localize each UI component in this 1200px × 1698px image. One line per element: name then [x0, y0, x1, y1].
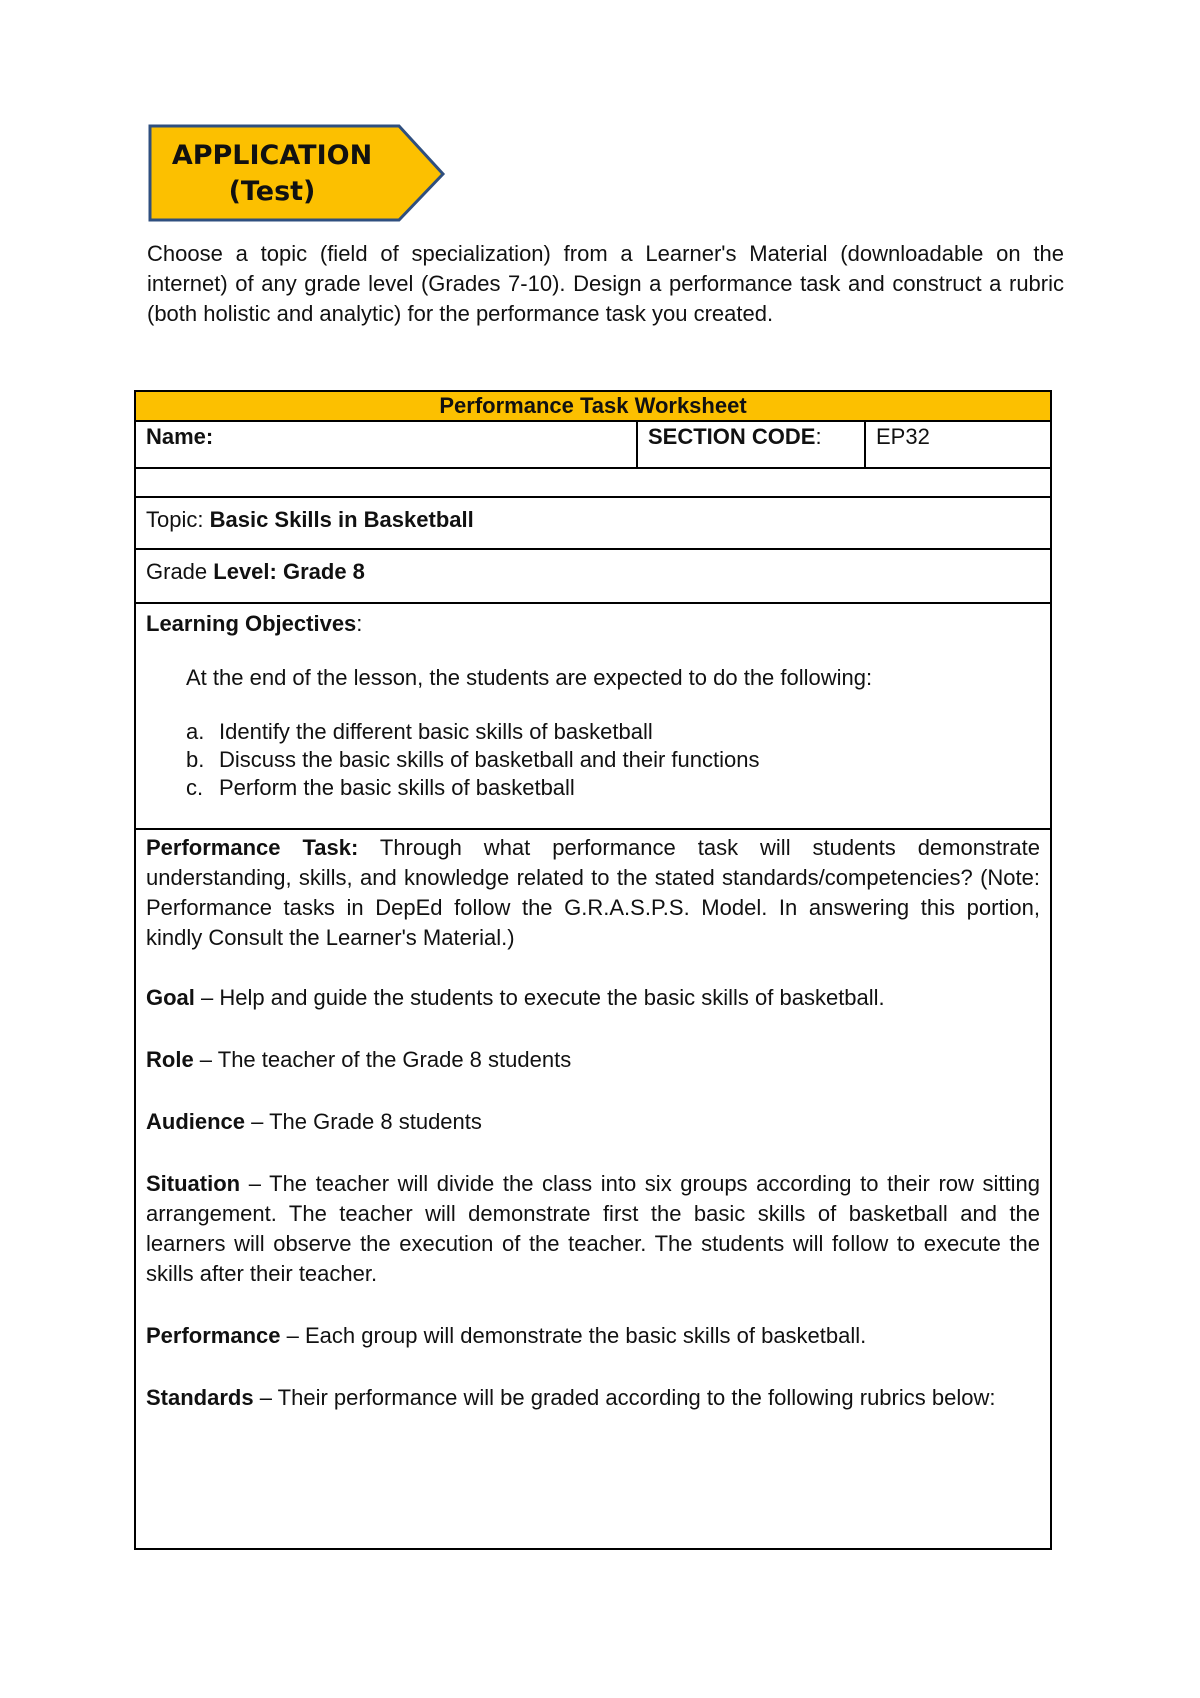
section-code-cell	[638, 422, 866, 467]
performance-task-label: Performance Task:	[146, 835, 359, 860]
topic-value: Basic Skills in Basketball	[209, 507, 474, 532]
objective-text: Identify the different basic skills of basketball	[219, 719, 653, 744]
worksheet-title: Performance Task Worksheet	[136, 392, 1050, 422]
performance-task-paragraph	[146, 833, 1040, 953]
grade-level-value: Grade 8	[282, 559, 365, 584]
performance-text: – Each group will demonstrate the basic skills of basketball.	[280, 1323, 867, 1348]
name-row	[136, 422, 1050, 469]
goal-label: Goal	[146, 985, 195, 1010]
blank-row	[136, 469, 1050, 498]
topic-row	[136, 498, 1050, 550]
grasps-performance	[146, 1321, 1040, 1351]
standards-label: Standards	[146, 1385, 254, 1410]
grasps-goal	[146, 983, 1040, 1013]
section-code-value: EP32	[876, 424, 930, 449]
audience-text: – The Grade 8 students	[245, 1109, 482, 1134]
performance-task-worksheet	[134, 390, 1052, 1550]
list-item	[186, 718, 1040, 746]
situation-text: – The teacher will divide the class into six groups according to their row sitting arrangement. The teacher will demonstrate first the basic skills of basketball and the learners will observe the execution of the teacher. The students will follow to execute the skills after their teacher.	[146, 1171, 1040, 1286]
badge-line-1: APPLICATION	[171, 140, 373, 171]
objective-letter: b.	[186, 747, 205, 772]
objective-text: Discuss the basic skills of basketball and their functions	[219, 747, 760, 772]
performance-task-row	[136, 830, 1050, 1550]
grasps-standards	[146, 1383, 1040, 1413]
objective-letter: c.	[186, 775, 204, 800]
goal-text: – Help and guide the students to execute the basic skills of basketball.	[194, 985, 885, 1010]
role-text: – The teacher of the Grade 8 students	[193, 1047, 572, 1072]
objectives-list	[186, 718, 1040, 802]
performance-task-text: Through what performance task will students demonstrate understanding, skills, and knowledge related to the stated standards/competencies? (Note: Performance tasks in DepEd follow the G.R.A.S.P.S. Model. In answering this portion, kindly Consult the Learner's Material.)	[146, 835, 1040, 950]
name-label: Name:	[136, 422, 638, 467]
badge-label	[148, 138, 396, 210]
learning-objectives-colon: :	[356, 611, 363, 636]
grasps-situation	[146, 1169, 1040, 1289]
application-test-badge	[148, 124, 448, 224]
objective-text: Perform the basic skills of basketball	[219, 775, 575, 800]
badge-line-2: (Test)	[228, 176, 316, 207]
grade-prefix: Grade	[146, 559, 214, 584]
list-item	[186, 746, 1040, 774]
situation-label: Situation	[146, 1171, 241, 1196]
list-item	[186, 774, 1040, 802]
objective-letter: a.	[186, 719, 205, 744]
learning-objectives-row	[136, 604, 1050, 830]
grasps-audience	[146, 1107, 1040, 1137]
learning-objectives-label: Learning Objectives	[146, 611, 357, 636]
section-code-colon: :	[815, 424, 822, 449]
grade-level-row	[136, 550, 1050, 604]
grade-level-label: Level:	[213, 559, 283, 584]
topic-label: Topic:	[146, 507, 210, 532]
performance-label: Performance	[146, 1323, 281, 1348]
standards-text: – Their performance will be graded according to the following rubrics below:	[253, 1385, 996, 1410]
objectives-intro: At the end of the lesson, the students are expected to do the following:	[186, 665, 873, 690]
grasps-role	[146, 1045, 1040, 1075]
instructions-paragraph: Choose a topic (field of specialization) from a Learner's Material (downloadable on the internet) of any grade level (Grades 7-10). Design a performance task and construct a rubric (both holistic and analytic) for the performance task you created.	[147, 241, 1064, 326]
section-code-label: SECTION CODE	[648, 424, 816, 449]
audience-label: Audience	[146, 1109, 246, 1134]
role-label: Role	[146, 1047, 194, 1072]
